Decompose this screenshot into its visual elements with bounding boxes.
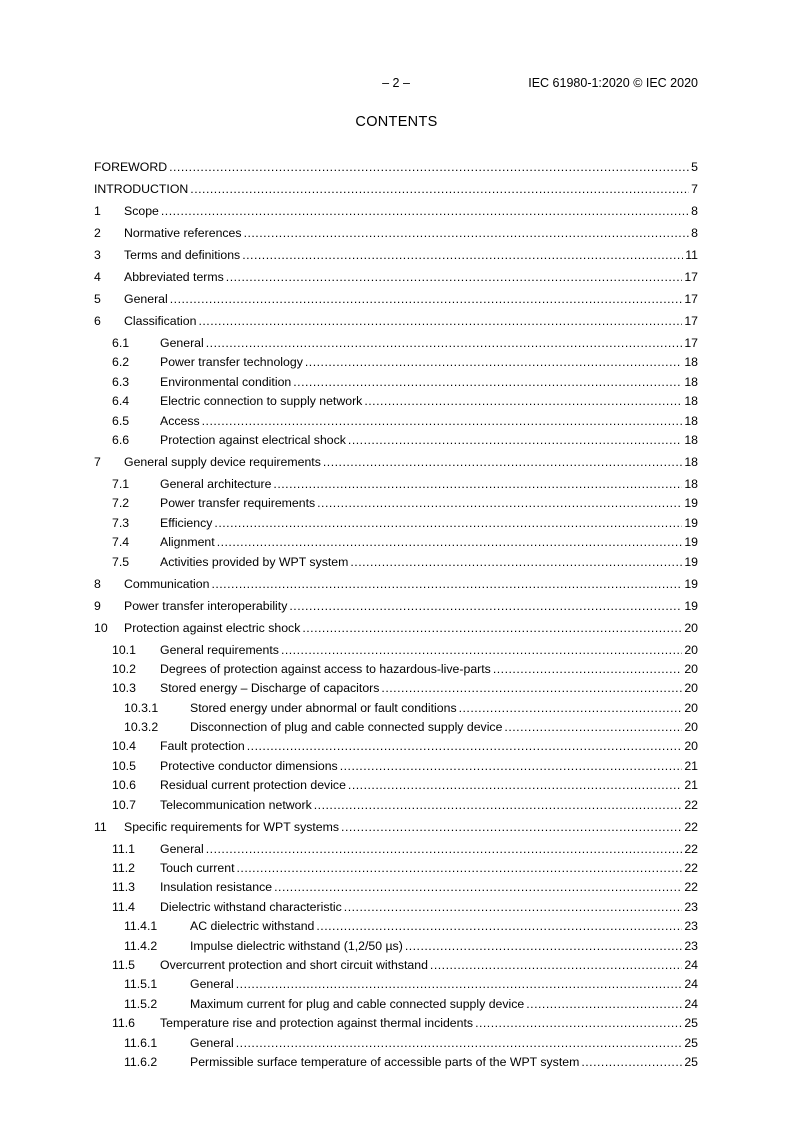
toc-entry[interactable]: [94, 812, 698, 834]
toc-entry-page: 19: [684, 515, 698, 530]
toc-entry-number: 7: [94, 454, 101, 469]
toc-entry-label: Telecommunication network: [160, 797, 312, 812]
toc-entry-page: 17: [684, 314, 698, 328]
toc-entry-number: 7.2: [112, 496, 130, 511]
toc-entry-page: 23: [684, 919, 698, 934]
toc-entry-page: 18: [684, 476, 698, 491]
toc-entry-number: 6.6: [112, 432, 130, 447]
toc-leader-dots: [202, 414, 683, 428]
toc-entry-number: 11.4.2: [124, 938, 158, 953]
toc-entry[interactable]: [94, 1030, 698, 1049]
toc-entry-label: Environmental condition: [160, 374, 292, 389]
toc-entry-label: Fault protection: [160, 739, 245, 754]
toc-entry-label: Protective conductor dimensions: [160, 758, 338, 773]
toc-entry-page: 25: [684, 1054, 698, 1069]
toc-leader-dots: [317, 496, 682, 510]
toc-leader-dots: [348, 778, 682, 792]
toc-entry[interactable]: [94, 715, 698, 734]
toc-entry-label: General requirements: [160, 642, 279, 657]
toc-entry-number: 10.1: [112, 642, 136, 657]
toc-entry[interactable]: [94, 510, 698, 529]
toc-entry-label: Communication: [124, 576, 210, 591]
toc-leader-dots: [226, 270, 683, 284]
toc-entry-label: Activities provided by WPT system: [160, 554, 349, 569]
toc-entry[interactable]: [94, 753, 698, 772]
toc-leader-dots: [170, 292, 683, 306]
toc-entry-label: Stored energy – Discharge of capacitors: [160, 681, 380, 696]
toc-entry-number: 11.5.1: [124, 977, 158, 992]
toc-entry-label: Electric connection to supply network: [160, 394, 363, 409]
toc-entry-page: 24: [684, 957, 698, 972]
toc-entry[interactable]: [94, 447, 698, 469]
toc-entry-page: 7: [691, 182, 698, 196]
toc-entry-number: 7.5: [112, 554, 130, 569]
toc-entry-page: 20: [684, 642, 698, 657]
toc-entry[interactable]: [94, 613, 698, 635]
toc-entry-number: 11.2: [112, 861, 136, 876]
toc-entry-page: 20: [684, 620, 698, 635]
toc-leader-dots: [316, 919, 682, 933]
toc-leader-dots: [237, 861, 683, 875]
toc-entry-page: 22: [684, 797, 698, 812]
toc-entry-label: Power transfer interoperability: [124, 598, 288, 613]
toc-entry-label: General supply device requirements: [124, 454, 321, 469]
toc-entry-page: 23: [684, 938, 698, 953]
toc-leader-dots: [242, 248, 683, 262]
toc-entry-page: 17: [684, 292, 698, 306]
toc-leader-dots: [405, 939, 683, 953]
toc-entry-number: 10.3.2: [124, 720, 159, 735]
toc-entry[interactable]: [94, 369, 698, 388]
toc-entry[interactable]: [94, 933, 698, 952]
toc-entry-page: 20: [684, 681, 698, 696]
toc-entry-number: 11: [94, 819, 107, 834]
toc-leader-dots: [364, 394, 682, 408]
toc-leader-dots: [289, 599, 682, 613]
toc-entry-page: 11: [685, 248, 698, 262]
toc-entry[interactable]: [94, 530, 698, 549]
toc-entry-page: 22: [684, 880, 698, 895]
toc-entry-label: General: [190, 977, 234, 992]
toc-entry[interactable]: [94, 894, 698, 913]
toc-entry-page: 18: [684, 432, 698, 447]
toc-leader-dots: [526, 997, 682, 1011]
toc-entry-number: 7.3: [112, 515, 130, 530]
toc-entry[interactable]: [94, 676, 698, 695]
toc-entry-label: Alignment: [160, 535, 215, 550]
toc-leader-dots: [206, 336, 683, 350]
toc-entry-page: 20: [684, 661, 698, 676]
toc-entry[interactable]: [94, 1050, 698, 1069]
toc-entry-number: 10.2: [112, 661, 136, 676]
toc-leader-dots: [350, 555, 682, 569]
toc-entry-label: Maximum current for plug and cable connected supply device: [190, 996, 525, 1011]
toc-entry-number: 10.7: [112, 797, 136, 812]
toc-leader-dots: [581, 1055, 682, 1069]
toc-leader-dots: [504, 720, 682, 734]
toc-entry-page: 19: [684, 496, 698, 511]
toc-entry-label: Normative references: [124, 226, 242, 240]
toc-leader-dots: [302, 621, 682, 635]
toc-entry-number: 6.2: [112, 355, 130, 370]
toc-leader-dots: [211, 577, 682, 591]
toc-leader-dots: [314, 798, 683, 812]
toc-entry-label: Protection against electrical shock: [160, 432, 346, 447]
toc-leader-dots: [293, 375, 682, 389]
toc-entry-number: 10.6: [112, 778, 136, 793]
toc-entry[interactable]: [94, 218, 698, 240]
toc-entry[interactable]: [94, 469, 698, 491]
toc-entry-number: 7.4: [112, 535, 130, 550]
toc-entry-number: 5: [94, 292, 101, 306]
page-number: – 2 –: [382, 76, 410, 90]
toc-leader-dots: [281, 643, 682, 657]
toc-entry-label: Permissible surface temperature of accessible parts of the WPT system: [190, 1054, 580, 1069]
toc-entry-label: Insulation resistance: [160, 880, 273, 895]
toc-entry[interactable]: [94, 972, 698, 991]
toc-leader-dots: [244, 226, 690, 240]
toc-entry-page: 17: [684, 336, 698, 350]
toc-entry-label: Impulse dielectric withstand (1,2/50 µs): [190, 938, 403, 953]
toc-entry-number: 6.5: [112, 413, 130, 428]
toc-entry-label: Access: [160, 413, 200, 428]
toc-entry[interactable]: [94, 856, 698, 875]
toc-entry-number: 11.3: [112, 880, 136, 895]
toc-entry-label: Abbreviated terms: [124, 270, 224, 284]
toc-entry[interactable]: [94, 174, 698, 196]
toc-entry[interactable]: [94, 328, 698, 350]
toc-entry-page: 22: [684, 841, 698, 856]
toc-entry[interactable]: [94, 695, 698, 714]
toc-entry-page: 19: [684, 598, 698, 613]
toc-entry-number: 6.1: [112, 336, 130, 350]
toc-entry[interactable]: [94, 350, 698, 369]
toc-entry-number: 11.6.1: [124, 1035, 158, 1050]
toc-entry-number: 11.5: [112, 957, 136, 972]
toc-entry[interactable]: [94, 792, 698, 811]
toc-leader-dots: [169, 160, 689, 174]
toc-entry-page: 18: [684, 454, 698, 469]
toc-entry[interactable]: [94, 953, 698, 972]
toc-leader-dots: [475, 1016, 682, 1030]
toc-entry[interactable]: [94, 408, 698, 427]
toc-entry-number: 6.3: [112, 374, 130, 389]
toc-entry-label: General architecture: [160, 476, 272, 491]
toc-entry-label: FOREWORD: [94, 160, 168, 174]
toc-entry-page: 18: [684, 413, 698, 428]
toc-leader-dots: [340, 759, 683, 773]
toc-entry-page: 5: [691, 160, 698, 174]
toc-entry-label: Terms and definitions: [124, 248, 241, 262]
toc-entry-number: 11.5.2: [124, 996, 158, 1011]
toc-entry-page: 24: [684, 977, 698, 992]
toc-entry-number: 11.1: [112, 841, 136, 856]
toc-entry[interactable]: [94, 428, 698, 447]
toc-entry-label: General: [160, 841, 204, 856]
toc-entry-page: 8: [691, 204, 698, 218]
toc-leader-dots: [161, 204, 689, 218]
toc-entry-number: 11.4: [112, 899, 136, 914]
toc-entry-label: Touch current: [160, 861, 235, 876]
toc-entry-number: 11.6.2: [124, 1054, 158, 1069]
toc-entry-label: Overcurrent protection and short circuit withstand: [160, 957, 428, 972]
toc-entry-label: Power transfer requirements: [160, 496, 316, 511]
toc-entry-number: 7.1: [112, 476, 130, 491]
toc-entry-number: 10.5: [112, 758, 136, 773]
toc-entry-number: 6.4: [112, 394, 130, 409]
toc-leader-dots: [217, 535, 683, 549]
toc-entry-number: 10.3: [112, 681, 136, 696]
toc-entry-page: 19: [684, 554, 698, 569]
toc-leader-dots: [348, 433, 682, 447]
toc-leader-dots: [190, 182, 689, 196]
toc-entry[interactable]: [94, 284, 698, 306]
toc-entry-page: 23: [684, 899, 698, 914]
toc-entry-label: INTRODUCTION: [94, 182, 189, 196]
toc-entry[interactable]: [94, 734, 698, 753]
toc-leader-dots: [274, 880, 682, 894]
toc-entry-label: Stored energy under abnormal or fault conditions: [190, 700, 457, 715]
toc-entry-number: 8: [94, 576, 101, 591]
toc-entry[interactable]: [94, 549, 698, 568]
toc-entry-page: 25: [684, 1016, 698, 1031]
toc-entry-label: Disconnection of plug and cable connected supply device: [190, 720, 503, 735]
toc-entry-number: 10.4: [112, 739, 136, 754]
toc-entry-page: 22: [684, 861, 698, 876]
toc-entry-page: 24: [684, 996, 698, 1011]
toc-leader-dots: [236, 1036, 683, 1050]
toc-entry-number: 2: [94, 226, 101, 240]
toc-entry[interactable]: [94, 875, 698, 894]
toc-entry-label: Temperature rise and protection against thermal incidents: [160, 1016, 474, 1031]
toc-entry-label: General: [160, 336, 204, 350]
toc-entry[interactable]: [94, 635, 698, 657]
toc-entry[interactable]: [94, 834, 698, 856]
toc-entry[interactable]: [94, 569, 698, 591]
toc-entry[interactable]: [94, 306, 698, 328]
toc-entry-page: 20: [684, 720, 698, 735]
toc-entry-number: 6: [94, 314, 101, 328]
toc-leader-dots: [493, 662, 682, 676]
toc-entry-label: Protection against electric shock: [124, 620, 301, 635]
toc-entry-number: 11.6: [112, 1016, 136, 1031]
toc-leader-dots: [459, 701, 683, 715]
toc-leader-dots: [198, 314, 682, 328]
toc-entry[interactable]: [94, 262, 698, 284]
table-of-contents: [94, 158, 698, 1069]
toc-entry-number: 4: [94, 270, 101, 284]
toc-entry[interactable]: [94, 657, 698, 676]
toc-entry-number: 10: [94, 620, 108, 635]
toc-entry-label: Classification: [124, 314, 197, 328]
toc-entry-number: 3: [94, 248, 101, 262]
toc-entry-page: 17: [684, 270, 698, 284]
toc-entry-label: Residual current protection device: [160, 778, 346, 793]
toc-entry-label: AC dielectric withstand: [190, 919, 315, 934]
toc-entry-page: 20: [684, 739, 698, 754]
toc-leader-dots: [341, 820, 682, 834]
toc-entry-page: 21: [684, 778, 698, 793]
toc-entry-page: 21: [684, 758, 698, 773]
page-title: CONTENTS: [355, 114, 438, 130]
toc-leader-dots: [247, 739, 683, 753]
toc-entry-label: Dielectric withstand characteristic: [160, 899, 342, 914]
toc-entry[interactable]: [94, 240, 698, 262]
toc-entry-page: 19: [684, 535, 698, 550]
toc-leader-dots: [206, 842, 683, 856]
toc-entry-label: Power transfer technology: [160, 355, 303, 370]
toc-entry-page: 18: [684, 374, 698, 389]
toc-entry-label: General: [124, 292, 168, 306]
toc-entry[interactable]: [94, 196, 698, 218]
toc-entry-number: 9: [94, 598, 101, 613]
toc-leader-dots: [214, 516, 682, 530]
toc-entry-page: 20: [684, 700, 698, 715]
toc-entry-page: 8: [691, 226, 698, 240]
toc-entry-page: 22: [684, 819, 698, 834]
toc-leader-dots: [381, 681, 682, 695]
toc-leader-dots: [236, 977, 683, 991]
toc-entry-label: Efficiency: [160, 515, 213, 530]
toc-entry-page: 19: [684, 576, 698, 591]
toc-leader-dots: [323, 455, 682, 469]
toc-entry[interactable]: [94, 389, 698, 408]
toc-entry[interactable]: [94, 1011, 698, 1030]
toc-leader-dots: [273, 477, 682, 491]
toc-leader-dots: [430, 958, 682, 972]
toc-entry[interactable]: [94, 491, 698, 510]
toc-entry-number: 10.3.1: [124, 700, 159, 715]
toc-leader-dots: [344, 900, 683, 914]
toc-entry-number: 1: [94, 204, 101, 218]
toc-entry[interactable]: [94, 773, 698, 792]
toc-entry-page: 18: [684, 355, 698, 370]
toc-entry[interactable]: [94, 158, 698, 174]
toc-entry-number: 11.4.1: [124, 919, 158, 934]
toc-entry-page: 25: [684, 1035, 698, 1050]
toc-entry[interactable]: [94, 591, 698, 613]
toc-entry-label: Specific requirements for WPT systems: [124, 819, 340, 834]
toc-entry-label: General: [190, 1035, 234, 1050]
document-reference: IEC 61980-1:2020 © IEC 2020: [528, 76, 698, 90]
toc-entry-label: Scope: [124, 204, 159, 218]
toc-entry-label: Degrees of protection against access to hazardous-live-parts: [160, 661, 491, 676]
toc-entry[interactable]: [94, 914, 698, 933]
toc-leader-dots: [305, 355, 682, 369]
toc-entry[interactable]: [94, 991, 698, 1010]
toc-entry-page: 18: [684, 394, 698, 409]
